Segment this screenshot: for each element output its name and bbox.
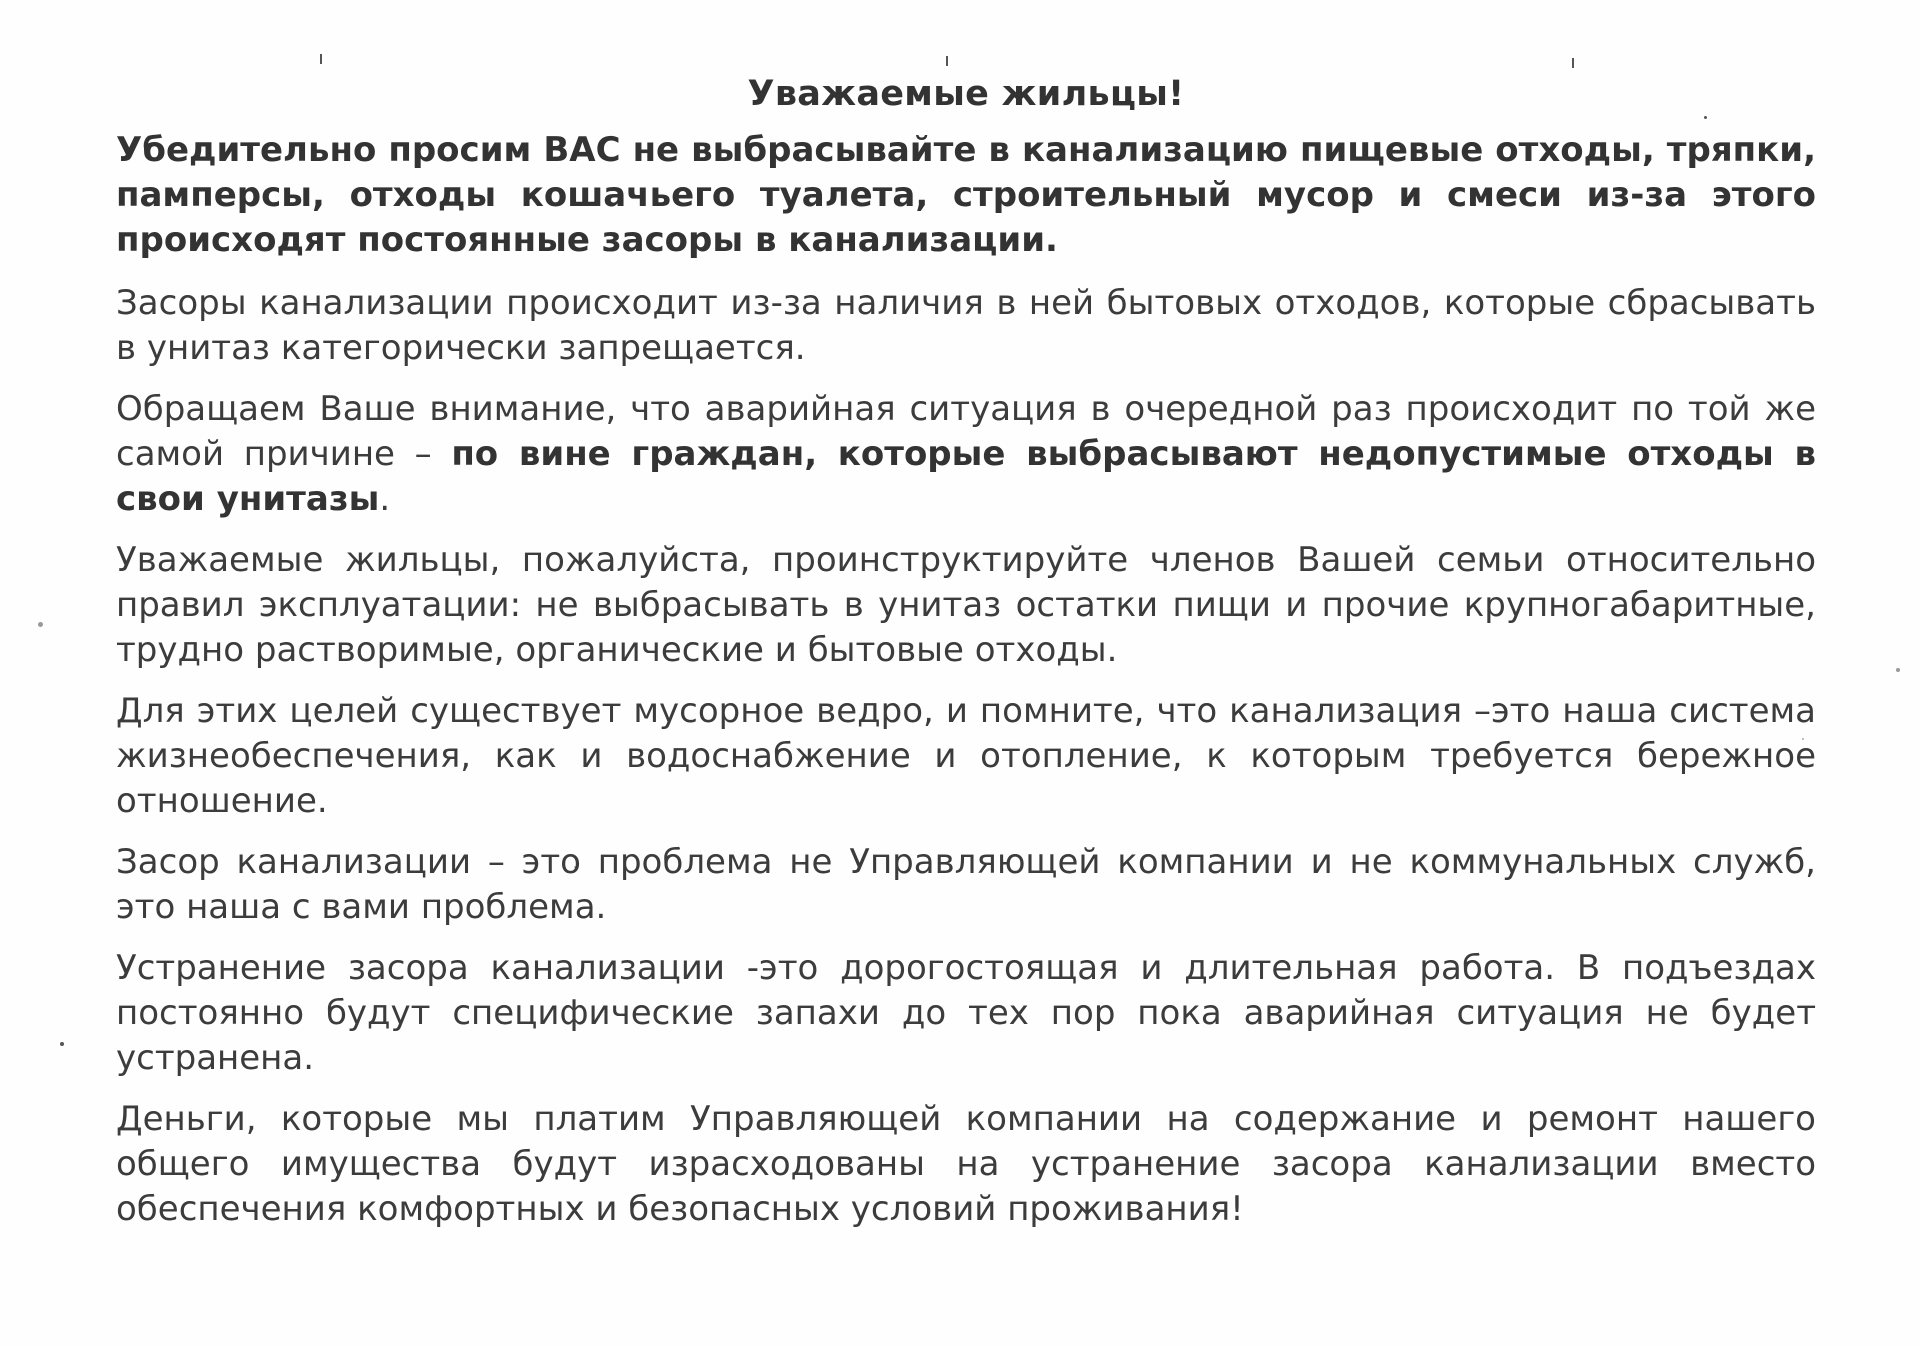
scan-speck [38, 622, 43, 627]
notice-paragraph-3: Уважаемые жильцы, пожалуйста, проинструктируйте членов Вашей семьи относительно правил эксплуатации: не выбрасывать в унитаз остатки пищи и прочие крупногабаритные, трудно растворимые, органические и бытовые отходы. [116, 540, 1816, 670]
scan-mark [946, 56, 948, 66]
notice-body [116, 66, 1816, 1248]
notice-paragraph-7: Деньги, которые мы платим Управляющей компании на содержание и ремонт нашего общего имущества будут израсходованы на устранение засора канализации вместо обеспечения комфортных и безопасных условий проживания! [116, 1099, 1816, 1229]
notice-paragraph-1: Засоры канализации происходит из-за наличия в ней бытовых отходов, которые сбрасывать в унитаз категорически запрещается. [116, 283, 1816, 368]
scan-speck [1896, 668, 1900, 672]
notice-title: Уважаемые жильцы! [747, 74, 1185, 114]
paragraph-2-emphasis: по вине граждан, которые выбрасывают недопустимые отходы в свои унитазы [116, 434, 1816, 519]
notice-lead-paragraph: Убедительно просим ВАС не выбрасывайте в канализацию пищевые отходы, тряпки, памперсы, отходы кошачьего туалета, строительный мусор и смеси из-за этого происходят постоянные засоры в канализации. [116, 130, 1816, 260]
notice-paragraph-6: Устранение засора канализации -это дорогостоящая и длительная работа. В подъездах постоянно будут специфические запахи до тех пор пока аварийная ситуация не будет устранена. [116, 948, 1816, 1078]
scan-speck [60, 1042, 64, 1046]
scan-mark [320, 54, 322, 64]
notice-paragraph-4: Для этих целей существует мусорное ведро, и помните, что канализация –это наша система жизнеобеспечения, как и водоснабжение и отопление, к которым требуется бережное отношение. [116, 691, 1816, 821]
paragraph-2-text: Обращаем Ваше внимание, что аварийная ситуация в очередной раз происходит по той же самой причине – [116, 389, 1816, 474]
paragraph-2-end: . [379, 479, 391, 519]
notice-paragraph-2 [116, 387, 1816, 522]
notice-paragraph-5: Засор канализации – это проблема не Управляющей компании и не коммунальных служб, это наша с вами проблема. [116, 842, 1816, 927]
